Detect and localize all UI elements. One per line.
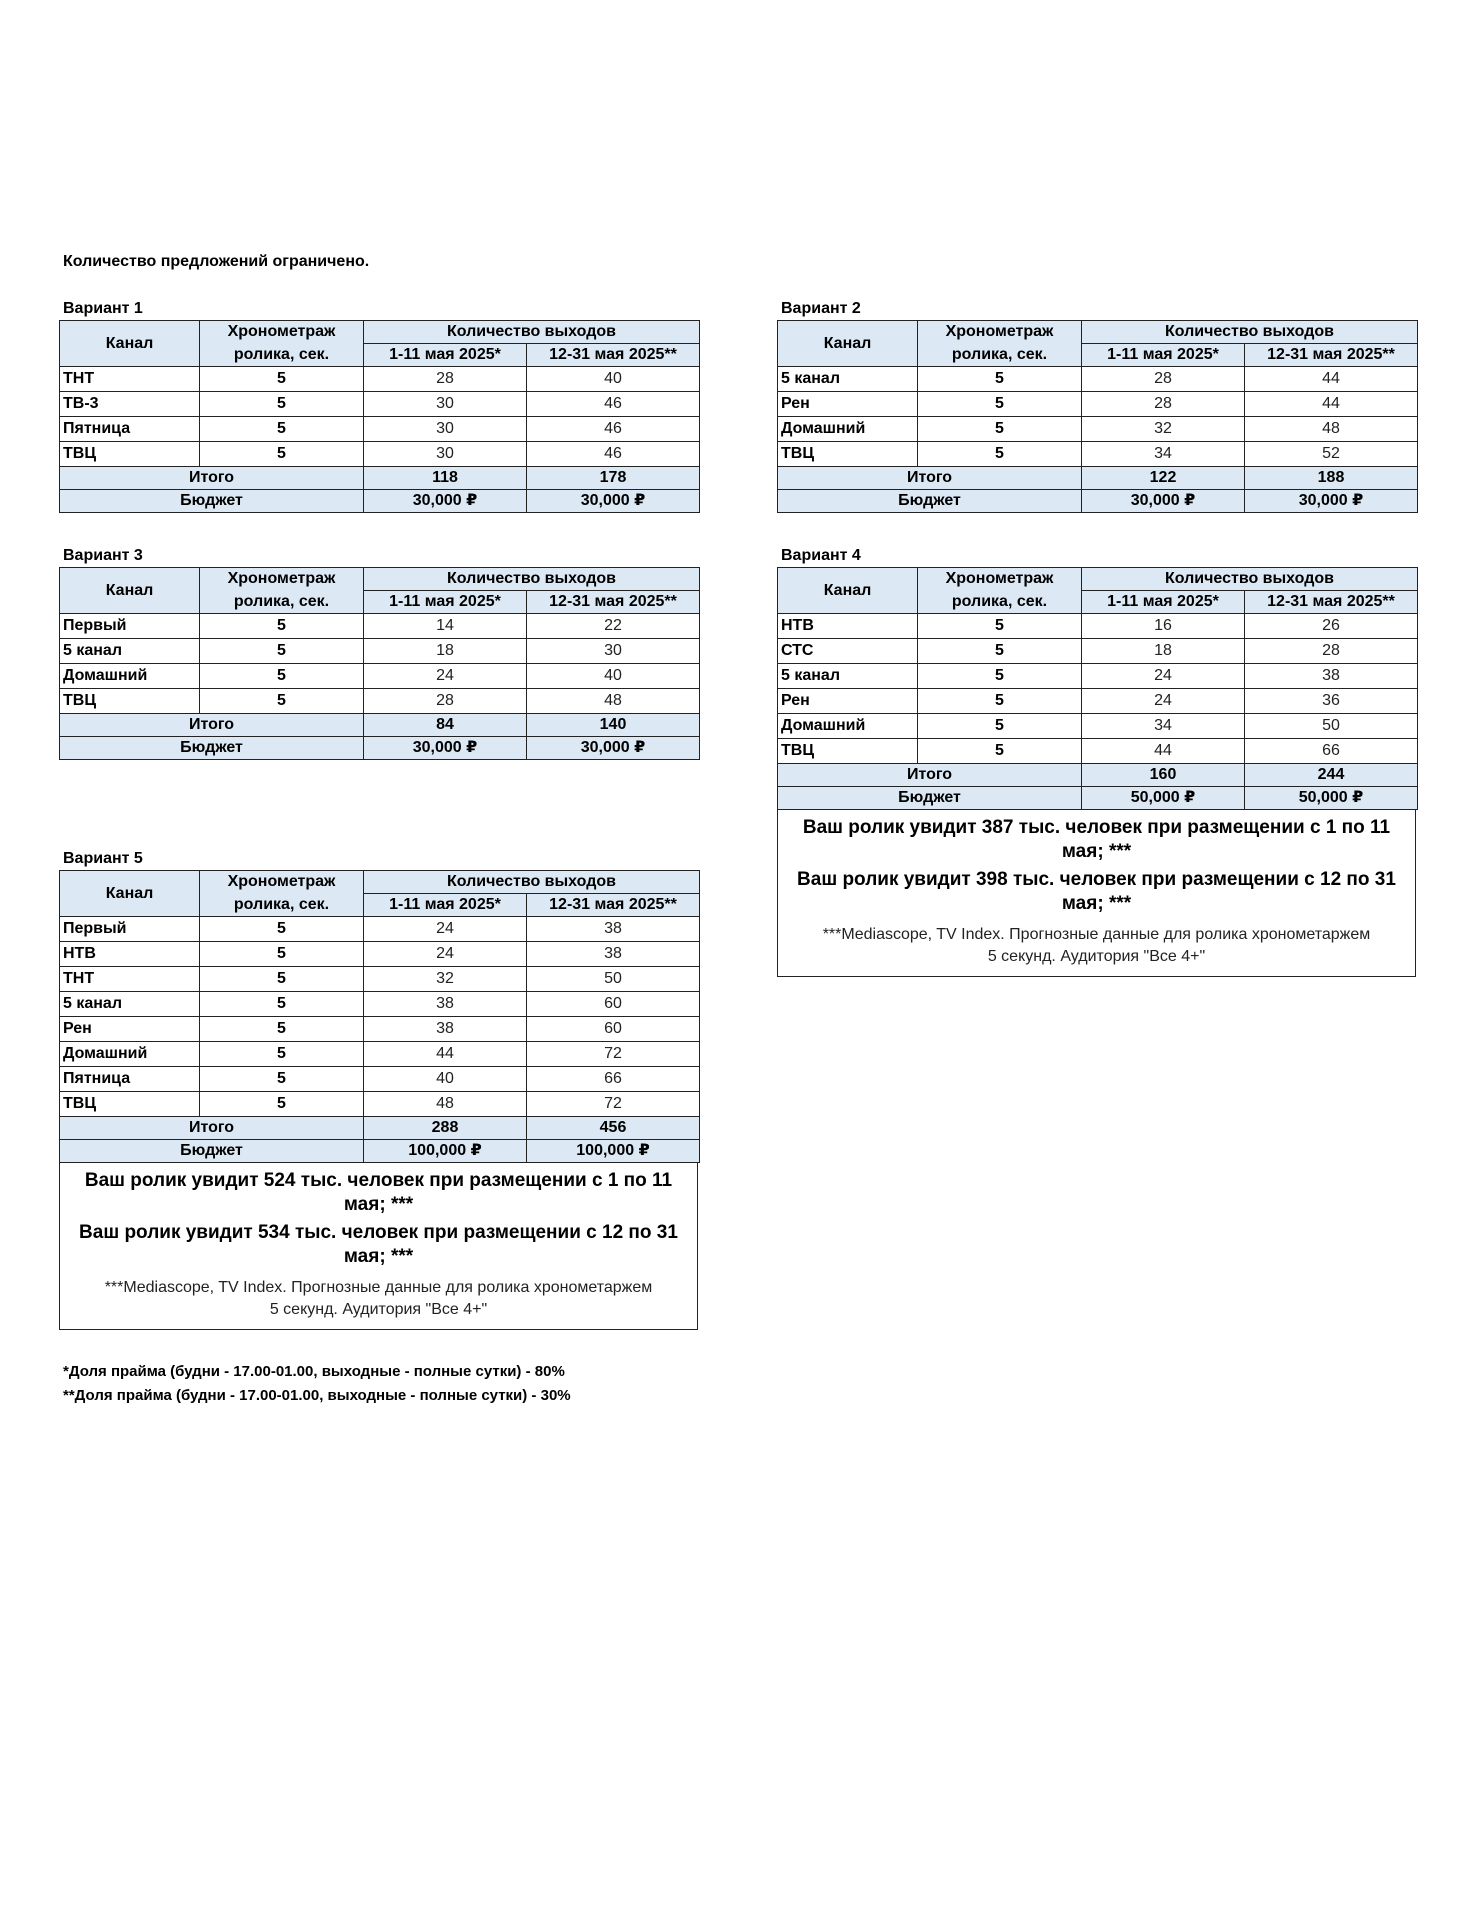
duration-cell: 5 — [200, 992, 364, 1017]
channel-cell: НТВ — [60, 942, 200, 967]
budget-row — [778, 787, 1418, 810]
period-1-cell: 34 — [1082, 442, 1245, 467]
table-row — [60, 1067, 700, 1092]
variant-1-table — [59, 320, 700, 513]
duration-cell: 5 — [918, 392, 1082, 417]
total-period-1: 118 — [364, 467, 527, 490]
variant-2-block — [777, 298, 1417, 513]
period-1-cell: 34 — [1082, 714, 1245, 739]
budget-period-1: 30,000 ₽ — [364, 490, 527, 513]
header-channel: Канал — [60, 568, 200, 614]
total-label: Итого — [778, 467, 1082, 490]
period-1-cell: 30 — [364, 417, 527, 442]
budget-period-1: 30,000 ₽ — [364, 737, 527, 760]
duration-cell: 5 — [200, 1067, 364, 1092]
table-row — [60, 917, 700, 942]
budget-period-1: 50,000 ₽ — [1082, 787, 1245, 810]
header-period-2: 12-31 мая 2025** — [1245, 344, 1418, 367]
total-label: Итого — [778, 764, 1082, 787]
duration-cell: 5 — [918, 417, 1082, 442]
table-row — [60, 367, 700, 392]
table-row — [778, 689, 1418, 714]
header-channel: Канал — [778, 321, 918, 367]
total-period-1: 84 — [364, 714, 527, 737]
channel-cell: ТНТ — [60, 967, 200, 992]
channel-cell: ТВ-3 — [60, 392, 200, 417]
budget-period-2: 30,000 ₽ — [1245, 490, 1418, 513]
duration-cell: 5 — [200, 367, 364, 392]
budget-period-2: 100,000 ₽ — [527, 1140, 700, 1163]
reach-line-2: Ваш ролик увидит 534 тыс. человек при размещении с 12 по 31 мая; *** — [79, 1222, 678, 1267]
variant-3-table — [59, 567, 700, 760]
total-row — [778, 764, 1418, 787]
variant-1-block — [59, 298, 699, 513]
duration-cell: 5 — [200, 1092, 364, 1117]
period-2-cell: 22 — [527, 614, 700, 639]
footnote-1: *Доля прайма (будни - 17.00-01.00, выходные - полные сутки) - 80% — [63, 1363, 565, 1380]
duration-cell: 5 — [200, 614, 364, 639]
duration-cell: 5 — [200, 689, 364, 714]
period-1-cell: 24 — [364, 942, 527, 967]
header-period-1: 1-11 мая 2025* — [364, 591, 527, 614]
period-2-cell: 52 — [1245, 442, 1418, 467]
table-row — [60, 1092, 700, 1117]
header-duration-line1: Хронометраж — [918, 568, 1082, 591]
channel-cell: 5 канал — [778, 367, 918, 392]
channel-cell: Домашний — [60, 664, 200, 689]
budget-period-2: 30,000 ₽ — [527, 490, 700, 513]
total-period-1: 160 — [1082, 764, 1245, 787]
period-1-cell: 44 — [1082, 739, 1245, 764]
header-period-2: 12-31 мая 2025** — [1245, 591, 1418, 614]
duration-cell: 5 — [200, 1042, 364, 1067]
total-row — [60, 714, 700, 737]
duration-cell: 5 — [200, 664, 364, 689]
period-2-cell: 66 — [1245, 739, 1418, 764]
period-1-cell: 44 — [364, 1042, 527, 1067]
total-period-2: 244 — [1245, 764, 1418, 787]
reach-line-2: Ваш ролик увидит 398 тыс. человек при размещении с 12 по 31 мая; *** — [797, 869, 1396, 914]
variant-2-table — [777, 320, 1418, 513]
variant-label: Вариант 2 — [781, 300, 861, 317]
reach-box — [59, 1163, 698, 1330]
channel-cell: СТС — [778, 639, 918, 664]
total-row — [778, 467, 1418, 490]
period-1-cell: 24 — [364, 664, 527, 689]
channel-cell: Первый — [60, 917, 200, 942]
footnote-2: **Доля прайма (будни - 17.00-01.00, выходные - полные сутки) - 30% — [63, 1387, 571, 1404]
duration-cell: 5 — [918, 664, 1082, 689]
duration-cell: 5 — [200, 392, 364, 417]
budget-label: Бюджет — [778, 490, 1082, 513]
period-2-cell: 38 — [527, 917, 700, 942]
duration-cell: 5 — [200, 967, 364, 992]
footnotes — [63, 1360, 571, 1408]
source-note: ***Mediascope, TV Index. Прогнозные данные для ролика хронометаржем 5 секунд. Аудитория "Все 4+" — [822, 926, 1371, 965]
header-duration-line1: Хронометраж — [200, 871, 364, 894]
duration-cell: 5 — [200, 417, 364, 442]
header-duration-line2: ролика, сек. — [200, 591, 364, 614]
period-2-cell: 28 — [1245, 639, 1418, 664]
table-row — [778, 639, 1418, 664]
variant-label: Вариант 3 — [63, 547, 143, 564]
period-2-cell: 40 — [527, 664, 700, 689]
limited-offers-notice: Количество предложений ограничено. — [63, 253, 370, 270]
period-1-cell: 28 — [364, 689, 527, 714]
period-2-cell: 66 — [527, 1067, 700, 1092]
duration-cell: 5 — [918, 714, 1082, 739]
channel-cell: 5 канал — [60, 992, 200, 1017]
table-row — [60, 392, 700, 417]
period-2-cell: 60 — [527, 1017, 700, 1042]
duration-cell: 5 — [918, 639, 1082, 664]
budget-label: Бюджет — [60, 490, 364, 513]
header-period-1: 1-11 мая 2025* — [364, 344, 527, 367]
table-row — [60, 942, 700, 967]
reach-line-1: Ваш ролик увидит 524 тыс. человек при размещении с 1 по 11 мая; *** — [84, 1170, 673, 1215]
header-duration-line1: Хронометраж — [918, 321, 1082, 344]
period-2-cell: 46 — [527, 417, 700, 442]
budget-row — [60, 490, 700, 513]
total-period-2: 140 — [527, 714, 700, 737]
channel-cell: Домашний — [778, 417, 918, 442]
table-row — [60, 614, 700, 639]
period-1-cell: 24 — [1082, 664, 1245, 689]
header-channel: Канал — [778, 568, 918, 614]
header-channel: Канал — [60, 321, 200, 367]
duration-cell: 5 — [200, 1017, 364, 1042]
reach-line-1: Ваш ролик увидит 387 тыс. человек при размещении с 1 по 11 мая; *** — [802, 817, 1391, 862]
header-duration-line1: Хронометраж — [200, 321, 364, 344]
channel-cell: ТВЦ — [778, 442, 918, 467]
period-2-cell: 50 — [527, 967, 700, 992]
period-2-cell: 46 — [527, 392, 700, 417]
source-note: ***Mediascope, TV Index. Прогнозные данные для ролика хронометаржем 5 секунд. Аудитория "Все 4+" — [104, 1279, 653, 1318]
header-duration-line2: ролика, сек. — [918, 344, 1082, 367]
total-period-1: 122 — [1082, 467, 1245, 490]
channel-cell: ТВЦ — [778, 739, 918, 764]
total-row — [60, 467, 700, 490]
header-period-2: 12-31 мая 2025** — [527, 591, 700, 614]
header-period-1: 1-11 мая 2025* — [1082, 591, 1245, 614]
total-period-1: 288 — [364, 1117, 527, 1140]
header-period-2: 12-31 мая 2025** — [527, 894, 700, 917]
period-1-cell: 28 — [1082, 367, 1245, 392]
header-duration-line1: Хронометраж — [200, 568, 364, 591]
table-row — [778, 664, 1418, 689]
total-label: Итого — [60, 1117, 364, 1140]
total-period-2: 456 — [527, 1117, 700, 1140]
channel-cell: Первый — [60, 614, 200, 639]
budget-period-2: 50,000 ₽ — [1245, 787, 1418, 810]
period-2-cell: 48 — [527, 689, 700, 714]
variant-4-block — [777, 545, 1417, 977]
header-period-1: 1-11 мая 2025* — [1082, 344, 1245, 367]
channel-cell: ТВЦ — [60, 442, 200, 467]
budget-row — [778, 490, 1418, 513]
header-period-2: 12-31 мая 2025** — [527, 344, 700, 367]
header-channel: Канал — [60, 871, 200, 917]
period-2-cell: 38 — [1245, 664, 1418, 689]
period-1-cell: 48 — [364, 1092, 527, 1117]
channel-cell: Пятница — [60, 1067, 200, 1092]
period-1-cell: 28 — [364, 367, 527, 392]
table-row — [60, 689, 700, 714]
variant-label: Вариант 1 — [63, 300, 143, 317]
table-row — [60, 1042, 700, 1067]
variant-5-table — [59, 870, 700, 1163]
table-row — [60, 1017, 700, 1042]
period-1-cell: 18 — [364, 639, 527, 664]
period-2-cell: 36 — [1245, 689, 1418, 714]
period-1-cell: 40 — [364, 1067, 527, 1092]
budget-period-1: 100,000 ₽ — [364, 1140, 527, 1163]
table-row — [778, 614, 1418, 639]
table-row — [60, 442, 700, 467]
period-1-cell: 32 — [1082, 417, 1245, 442]
variant-5-block — [59, 848, 699, 1330]
duration-cell: 5 — [918, 442, 1082, 467]
period-1-cell: 30 — [364, 392, 527, 417]
period-1-cell: 38 — [364, 992, 527, 1017]
period-1-cell: 18 — [1082, 639, 1245, 664]
total-row — [60, 1117, 700, 1140]
duration-cell: 5 — [200, 917, 364, 942]
header-count: Количество выходов — [1082, 568, 1418, 591]
table-row — [60, 664, 700, 689]
channel-cell: НТВ — [778, 614, 918, 639]
header-period-1: 1-11 мая 2025* — [364, 894, 527, 917]
header-duration-line2: ролика, сек. — [200, 894, 364, 917]
table-row — [778, 739, 1418, 764]
channel-cell: Домашний — [778, 714, 918, 739]
header-count: Количество выходов — [1082, 321, 1418, 344]
period-2-cell: 60 — [527, 992, 700, 1017]
budget-row — [60, 1140, 700, 1163]
period-2-cell: 46 — [527, 442, 700, 467]
table-row — [778, 392, 1418, 417]
table-row — [60, 417, 700, 442]
period-1-cell: 30 — [364, 442, 527, 467]
channel-cell: Рен — [60, 1017, 200, 1042]
period-2-cell: 38 — [527, 942, 700, 967]
header-count: Количество выходов — [364, 321, 700, 344]
channel-cell: 5 канал — [60, 639, 200, 664]
duration-cell: 5 — [918, 689, 1082, 714]
reach-box — [777, 810, 1416, 977]
budget-label: Бюджет — [778, 787, 1082, 810]
budget-period-1: 30,000 ₽ — [1082, 490, 1245, 513]
channel-cell: ТВЦ — [60, 1092, 200, 1117]
period-2-cell: 30 — [527, 639, 700, 664]
total-label: Итого — [60, 714, 364, 737]
total-period-2: 178 — [527, 467, 700, 490]
period-2-cell: 40 — [527, 367, 700, 392]
period-2-cell: 48 — [1245, 417, 1418, 442]
header-duration-line2: ролика, сек. — [200, 344, 364, 367]
table-row — [778, 714, 1418, 739]
channel-cell: Рен — [778, 689, 918, 714]
duration-cell: 5 — [918, 739, 1082, 764]
period-1-cell: 16 — [1082, 614, 1245, 639]
table-row — [778, 367, 1418, 392]
channel-cell: Пятница — [60, 417, 200, 442]
budget-period-2: 30,000 ₽ — [527, 737, 700, 760]
total-label: Итого — [60, 467, 364, 490]
period-1-cell: 24 — [364, 917, 527, 942]
budget-row — [60, 737, 700, 760]
duration-cell: 5 — [200, 442, 364, 467]
header-count: Количество выходов — [364, 568, 700, 591]
variant-3-block — [59, 545, 699, 760]
period-1-cell: 24 — [1082, 689, 1245, 714]
table-row — [778, 417, 1418, 442]
duration-cell: 5 — [200, 639, 364, 664]
total-period-2: 188 — [1245, 467, 1418, 490]
table-row — [60, 639, 700, 664]
variant-4-table — [777, 567, 1418, 810]
duration-cell: 5 — [200, 942, 364, 967]
period-2-cell: 72 — [527, 1042, 700, 1067]
channel-cell: 5 канал — [778, 664, 918, 689]
channel-cell: ТНТ — [60, 367, 200, 392]
channel-cell: ТВЦ — [60, 689, 200, 714]
channel-cell: Рен — [778, 392, 918, 417]
period-1-cell: 14 — [364, 614, 527, 639]
period-1-cell: 28 — [1082, 392, 1245, 417]
table-row — [778, 442, 1418, 467]
budget-label: Бюджет — [60, 1140, 364, 1163]
period-2-cell: 26 — [1245, 614, 1418, 639]
variant-label: Вариант 5 — [63, 850, 143, 867]
variant-label: Вариант 4 — [781, 547, 861, 564]
header-count: Количество выходов — [364, 871, 700, 894]
table-row — [60, 992, 700, 1017]
duration-cell: 5 — [918, 367, 1082, 392]
channel-cell: Домашний — [60, 1042, 200, 1067]
period-2-cell: 44 — [1245, 367, 1418, 392]
period-2-cell: 72 — [527, 1092, 700, 1117]
period-1-cell: 32 — [364, 967, 527, 992]
budget-label: Бюджет — [60, 737, 364, 760]
period-1-cell: 38 — [364, 1017, 527, 1042]
period-2-cell: 44 — [1245, 392, 1418, 417]
header-duration-line2: ролика, сек. — [918, 591, 1082, 614]
period-2-cell: 50 — [1245, 714, 1418, 739]
table-row — [60, 967, 700, 992]
duration-cell: 5 — [918, 614, 1082, 639]
